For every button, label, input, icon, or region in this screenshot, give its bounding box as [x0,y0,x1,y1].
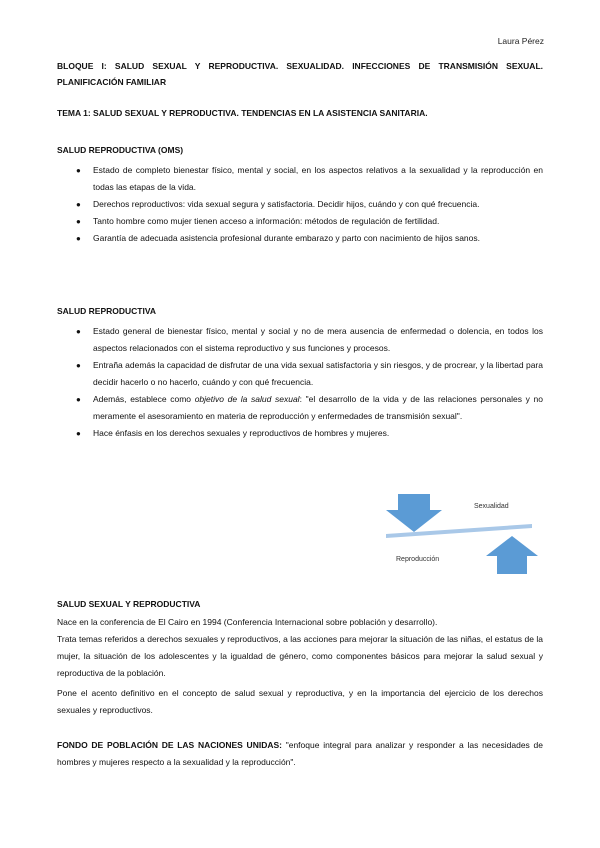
section3-heading: SALUD SEXUAL Y REPRODUCTIVA [57,599,201,609]
fondo-paragraph [57,737,543,771]
bullet-dot: ● [76,327,81,336]
section1-heading: SALUD REPRODUCTIVA (OMS) [57,145,184,155]
block-title: BLOQUE I: SALUD SEXUAL Y REPRODUCTIVA. SEXUALIDAD. INFECCIONES DE TRANSMISIÓN SEXUAL. PLANIFICACIÓN FAMILIAR [57,61,543,87]
section3-paragraph-3: Pone el acento definitivo en el concepto de salud sexual y reproductiva, y en la importancia del ejercicio de los derechos sexuales y reproductivos. [57,688,543,715]
section3-paragraph-1: Nace en la conferencia de El Cairo en 1994 (Conferencia Internacional sobre población y desarrollo). [57,617,438,627]
fondo-text: "enfoque integral para analizar y responder a las necesidades de hombres y mujeres respecto a la sexualidad y la reproducción". [57,740,543,767]
list-item [57,213,543,230]
up-arrow-icon [486,536,538,574]
section2-heading: SALUD REPRODUCTIVA [57,306,157,316]
sexuality-reproduction-diagram [386,494,538,576]
list-item [57,425,543,442]
diagram-label-sexuality: Sexualidad [474,503,509,510]
tema-title: TEMA 1: SALUD SEXUAL Y REPRODUCTIVA. TENDENCIAS EN LA ASISTENCIA SANITARIA. [57,108,428,118]
bullet-dot: ● [76,200,81,209]
list-item [57,391,543,425]
bullet-dot: ● [76,217,81,226]
bullet-text: Estado de completo bienestar físico, mental y social, en los aspectos relativos a la sexualidad y la reproducción en todas las etapas de la vida. [93,165,543,192]
bullet-text: Derechos reproductivos: vida sexual segura y satisfactoria. Decidir hijos, cuándo y con qué frecuencia. [93,199,480,209]
list-item [57,230,543,247]
section2-list [57,323,543,442]
list-item [57,357,543,391]
diagram-label-reproduction: Reproducción [396,556,440,563]
bullet-dot: ● [76,166,81,175]
bullet-text: Además, establece como [93,394,195,404]
bullet-text: Garantía de adecuada asistencia profesional durante embarazo y parto con nacimiento de hijos sanos. [93,233,480,243]
bullet-text: Estado general de bienestar físico, mental y social y no de mera ausencia de enfermedad o dolencia, en todos los aspectos relacionados con el sistema reproductivo y sus funciones y procesos. [93,326,543,353]
bullet-text: : "el desarrollo de la vida y de las relaciones personales y no meramente el asesoramiento en materia de reproducción y enfermedades de transmisión sexual". [93,394,543,421]
list-item [57,196,543,213]
bullet-text: Entraña además la capacidad de disfrutar de una vida sexual satisfactoria y sin riesgos, y de procrear, y la libertad para decidir hacerlo o no hacerlo, cuándo y con qué frecuencia. [93,360,543,387]
list-item [57,162,543,196]
bullet-text: Tanto hombre como mujer tienen acceso a información: métodos de regulación de fertilidad. [93,216,440,226]
bullet-dot: ● [76,361,81,370]
bullet-italic-text: objetivo de la salud sexual [194,394,300,404]
fondo-label: FONDO DE POBLACIÓN DE LAS NACIONES UNIDAS: [57,740,282,750]
section3-paragraph-2: Trata temas referidos a derechos sexuales y reproductivos, a las acciones para mejorar la situación de las niñas, el estatus de la mujer, la situación de los adolescentes y la igualdad de género, como componentes básicos para mejorar la salud sexual y reproductiva de la población. [57,634,543,678]
bullet-text: Hace énfasis en los derechos sexuales y reproductivos de hombres y mujeres. [93,428,390,438]
bullet-dot: ● [76,395,81,404]
bullet-dot: ● [76,234,81,243]
list-item [57,323,543,357]
author-name: Laura Pérez [497,36,544,46]
bullet-dot: ● [76,429,81,438]
down-arrow-icon [386,494,442,532]
section1-list [57,162,543,247]
